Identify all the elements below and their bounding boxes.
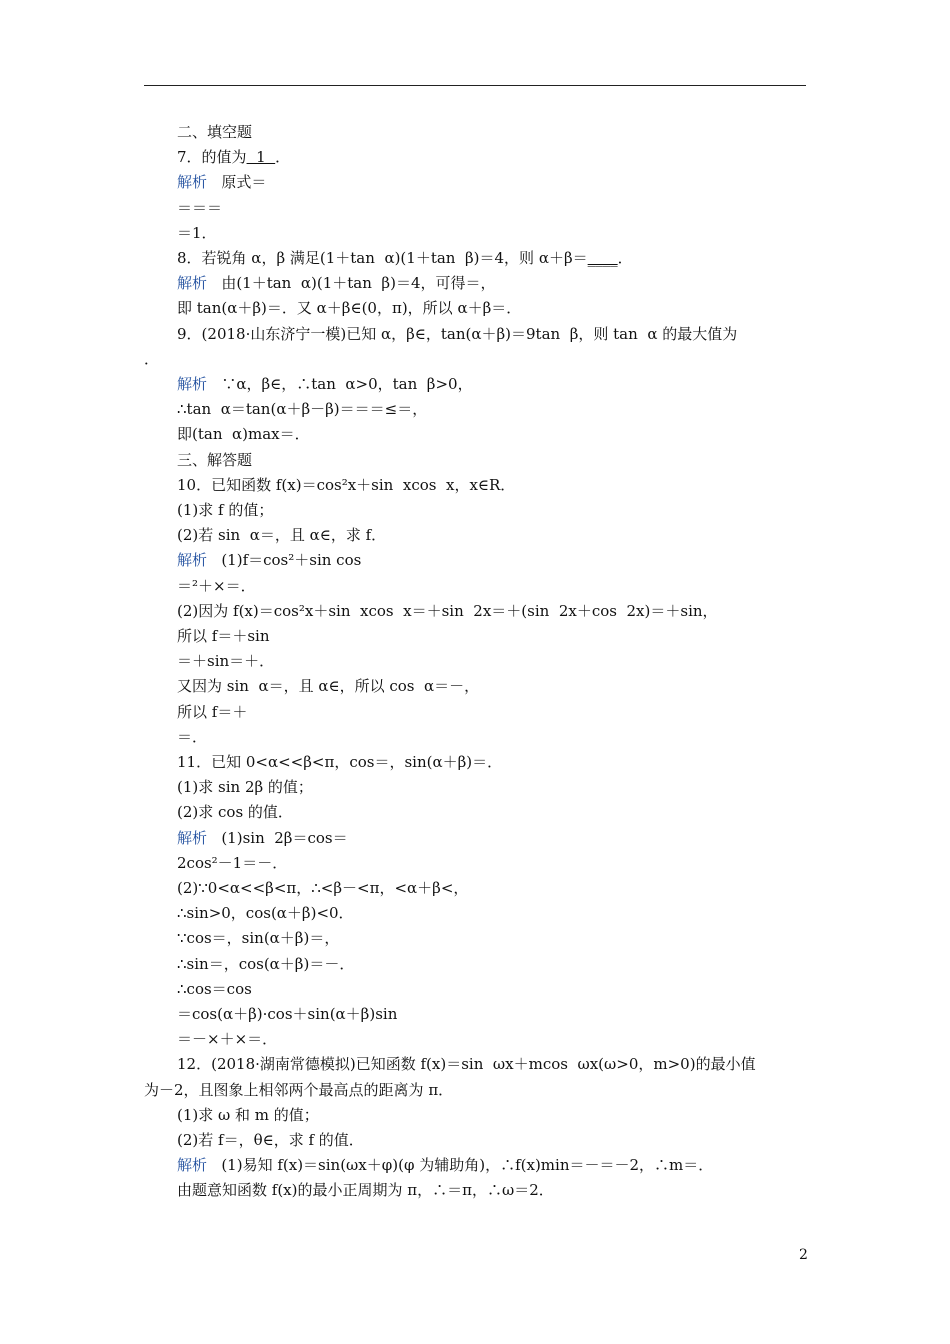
solution-label: 解析 [177,1156,208,1175]
line-text: ． [144,349,160,368]
question-text: 7．的值为 [177,148,247,167]
line-text: ＝． [177,727,208,746]
text-line [177,928,339,948]
text-line [144,349,159,369]
text-line [177,500,273,520]
answer-blank: ____ [587,249,618,267]
line-text: (1)sin 2β＝cos＝ [207,828,348,847]
text-line [177,198,222,218]
text-line [177,147,290,167]
solution-label: 解析 [177,828,208,847]
question-text-end: ． [617,249,633,267]
text-line [177,752,502,772]
line-text: (1)求 ω 和 m 的值； [177,1105,319,1124]
line-text: (1)f＝cos²＋sin cos [207,551,362,570]
line-text: 10．已知函数 f(x)＝cos²x＋sin xcos x，x∈R． [177,475,516,494]
line-text: 即(tan α)max＝． [177,425,310,444]
solution-line [177,550,361,570]
text-line [177,1054,756,1074]
text-line [177,475,515,495]
text-line [177,424,310,444]
solution-label: 解析 [177,375,208,393]
line-text: ∴sin＝，cos(α＋β)＝－． [177,954,355,973]
line-text: (2)∵0<α<<β<π，∴<β－<π，<α＋β<， [177,879,469,897]
text-line [177,802,293,822]
solution-label: 解析 [177,551,208,570]
text-line [177,626,269,646]
line-text: ∵α，β∈，∴tan α>0，tan β>0， [207,375,473,393]
text-line [177,525,386,545]
line-text: 2cos²－1＝－． [177,853,288,872]
text-line [177,601,718,621]
line-text: (1)求 sin 2β 的值； [177,778,313,797]
text-line [177,223,217,243]
line-text: (1)易知 f(x)＝sin(ωx＋φ)(φ 为辅助角)，∴f(x)min＝－＝－2，∴m＝． [207,1156,714,1175]
text-line [177,651,274,671]
text-line [177,576,256,596]
solution-line [177,172,266,192]
line-text: ＝－×＋×＝． [177,1030,278,1049]
line-text: 由(1＋tan α)(1＋tan β)＝4，可得＝， [207,274,496,293]
solution-label: 解析 [177,173,208,192]
text-line [177,777,313,797]
line-text: 9．(2018·山东济宁一模)已知 α，β∈，tan(α＋β)＝9tan β，则 tan α 的最大值为 [177,324,738,343]
line-text: (2)求 cos 的值． [177,803,293,822]
line-text: (1)求 f 的值； [177,501,274,519]
line-text: 所以 f＝＋ [177,702,248,721]
solution-label: 解析 [177,274,208,293]
line-text: ＝cos(α＋β)·cos＋sin(α＋β)sin [177,1005,398,1023]
text-line [177,298,521,318]
text-line [177,1105,319,1125]
solution-line [177,828,348,848]
text-line [177,903,354,923]
answer-blank: 1 [246,148,276,167]
solution-line [177,374,473,394]
text-line [177,727,207,747]
line-text: (2)因为 f(x)＝cos²x＋sin xcos x＝＋sin 2x＝＋(sin 2x＋cos 2x)＝＋sin， [177,601,718,620]
line-text: 12．(2018·湖南常德模拟)已知函数 f(x)＝sin ωx＋mcos ωx(ω>0，m>0)的最小值 [177,1055,756,1074]
text-line [177,702,247,722]
text-line [177,122,252,142]
text-line [177,1180,554,1200]
line-text: 三、解答题 [177,450,253,469]
solution-line [177,273,496,293]
text-line [177,324,737,344]
line-text: 又因为 sin α＝，且 α∈，所以 cos α＝－， [177,677,480,696]
text-line [177,450,252,470]
text-line [177,1004,397,1024]
text-line [177,399,427,419]
line-text: 由题意知函数 f(x)的最小正周期为 π，∴＝π，∴ω＝2． [177,1181,554,1200]
text-line [177,248,633,268]
line-text: ＝＋sin＝＋． [177,652,275,671]
line-text: ∵cos＝，sin(α＋β)＝， [177,929,340,948]
line-text: (2)若 f＝，θ∈，求 f 的值． [177,1131,364,1149]
text-line [177,954,354,974]
header-rule [144,85,806,86]
line-text: 即 tan(α＋β)＝．又 α＋β∈(0，π)，所以 α＋β＝． [177,299,522,318]
question-text: 8．若锐角 α，β 满足(1＋tan α)(1＋tan β)＝4，则 α＋β＝ [177,249,588,267]
question-text-end: ． [275,148,291,167]
line-text: 为－2，且图象上相邻两个最高点的距离为 π． [144,1080,454,1099]
line-text: ∴tan α＝tan(α＋β－β)＝＝＝≤＝， [177,400,428,419]
line-text: (2)若 sin α＝，且 α∈，求 f． [177,526,387,545]
line-text: 二、填空题 [177,123,253,141]
page-number: 2 [799,1247,808,1263]
text-line [177,878,468,898]
line-text: ∴sin>0，cos(α＋β)<0． [177,904,354,923]
line-text: 所以 f＝＋sin [177,627,270,645]
line-text: ＝1． [177,223,217,242]
text-line [177,979,252,999]
line-text: ＝＝＝ [177,198,223,217]
line-text: ＝²＋×＝． [177,576,256,595]
line-text: ∴cos＝cos [177,979,252,998]
text-line [144,1080,453,1100]
text-line [177,1130,364,1150]
solution-line [177,1155,713,1175]
text-line [177,1029,277,1049]
text-line [177,853,287,873]
line-text: 原式＝ [207,173,267,192]
line-text: 11．已知 0<α<<β<π，cos＝，sin(α＋β)＝． [177,753,503,771]
text-line [177,676,479,696]
